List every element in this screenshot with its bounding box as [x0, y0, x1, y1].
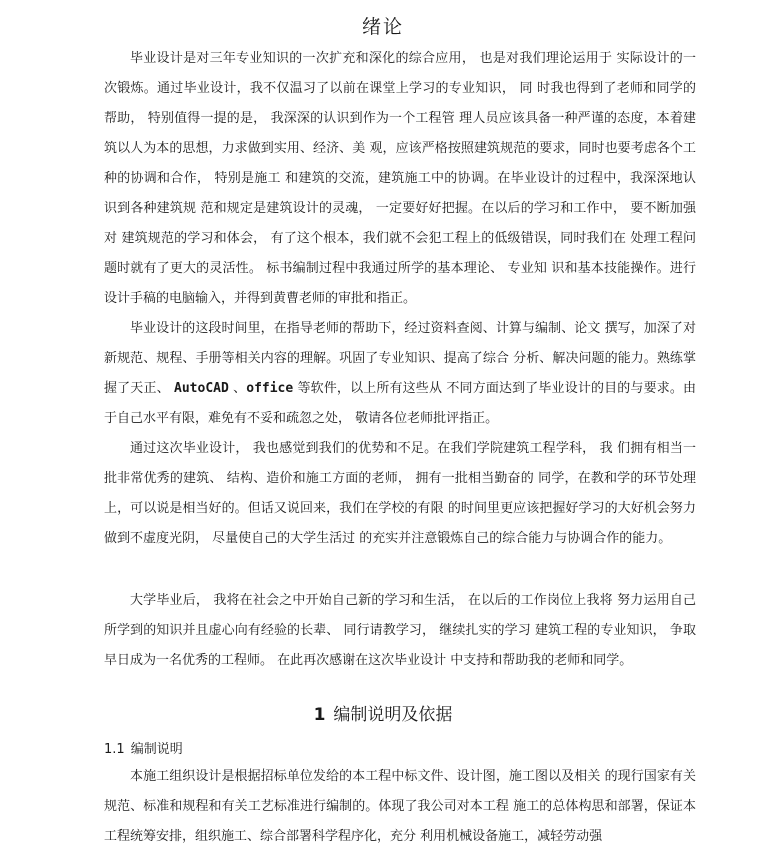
- section-number: 1: [313, 705, 326, 725]
- paragraph-future: 大学毕业后， 我将在社会之中开始自己新的学习和生活， 在以后的工作岗位上我将 努力运用自己所学到的知识并且虚心向有经验的长辈、 同行请教学习， 继续扎实的学习 建筑工程的专业知识， 争取早日成为一名优秀的工程师。 在此再次感谢在这次毕业设计 中支持和帮助我的老师和同学。: [104, 593, 696, 668]
- paragraph-strengths: 通过这次毕业设计， 我也感觉到我们的优势和不足。在我们学院建筑工程学科， 我 们拥有相当一批非常优秀的建筑、 结构、造价和施工方面的老师， 拥有一批相当勤奋的 同学，在教和学的环节处理上，可以说是相当好的。但话又说回来，我们在学校的有限 的时间里更应该把握好学习的大好机会努力做到不虚度光阴， 尽量使自己的大学生活过 的充实并注意锻炼自己的综合能力与协调合作的能力。: [104, 441, 696, 546]
- section-title: 编制说明及依据: [333, 705, 453, 725]
- section-heading: [0, 700, 766, 725]
- paragraph-skills: [104, 314, 696, 434]
- paragraph-graduation-design: 毕业设计是对三年专业知识的一次扩充和深化的综合应用， 也是对我们理论运用于 实际设计的一次锻炼。通过毕业设计，我不仅温习了以前在课堂上学习的专业知识， 同 时我也得到了老师和同学的帮助， 特别值得一提的是， 我深深的认识到作为一个工程管 理人员应该具备一种严谨的态度，本着建筑以人为本的思想，力求做到实用、经济、美 观，应该严格按照建筑规范的要求，同时也要考虑各个工种的协调和合作， 特别是施工 和建筑的交流，建筑施工中的协调。在毕业设计的过程中，我深深地认识到各种建筑规 范和规定是建筑设计的灵魂， 一定要好好把握。在以后的学习和工作中， 要不断加强对 建筑规范的学习和体会， 有了这个根本，我们就不会犯工程上的低级错误，同时我们在 处理工程问题时就有了更大的灵活性。 标书编制过程中我通过所学的基本理论、 专业知 识和基本技能操作。进行设计手稿的电脑输入，并得到黄曹老师的审批和指正。: [104, 51, 696, 306]
- subsection-heading: [104, 738, 183, 757]
- paragraph-text: 毕业设计的这段时间里，在指导老师的帮助下，经过资料查阅、计算与编制、论文 撰写，加深了对新规范、规程、手册等相关内容的理解。巩固了专业知识、提高了综合 分析、解决问题的能力。熟练掌握了天正、: [104, 321, 696, 396]
- subsection-title: 编制说明: [130, 742, 183, 757]
- paragraph-text: 等软件，以上所有这些从 不同方面达到了毕业设计的目的与要求。由于自己水平有限，难免有不妥和疏忽之处， 敬请各位老师批评指正。: [104, 381, 697, 426]
- software-name-autocad: AutoCAD: [174, 381, 229, 396]
- software-name-office: office: [246, 381, 294, 396]
- paragraph-compilation: 本施工组织设计是根据招标单位发给的本工程中标文件、设计图，施工图以及相关 的现行国家有关规范、标准和规程和有关工艺标准进行编制的。体现了我公司对本工程 施工的总体构思和部署，保证本工程统筹安排，组织施工、综合部署科学程序化，充分 利用机械设备施工，减轻劳动强: [104, 769, 696, 844]
- page-title: 绪论: [361, 16, 404, 38]
- subsection-number: 1.1: [104, 742, 125, 757]
- separator-text: 、: [228, 381, 247, 396]
